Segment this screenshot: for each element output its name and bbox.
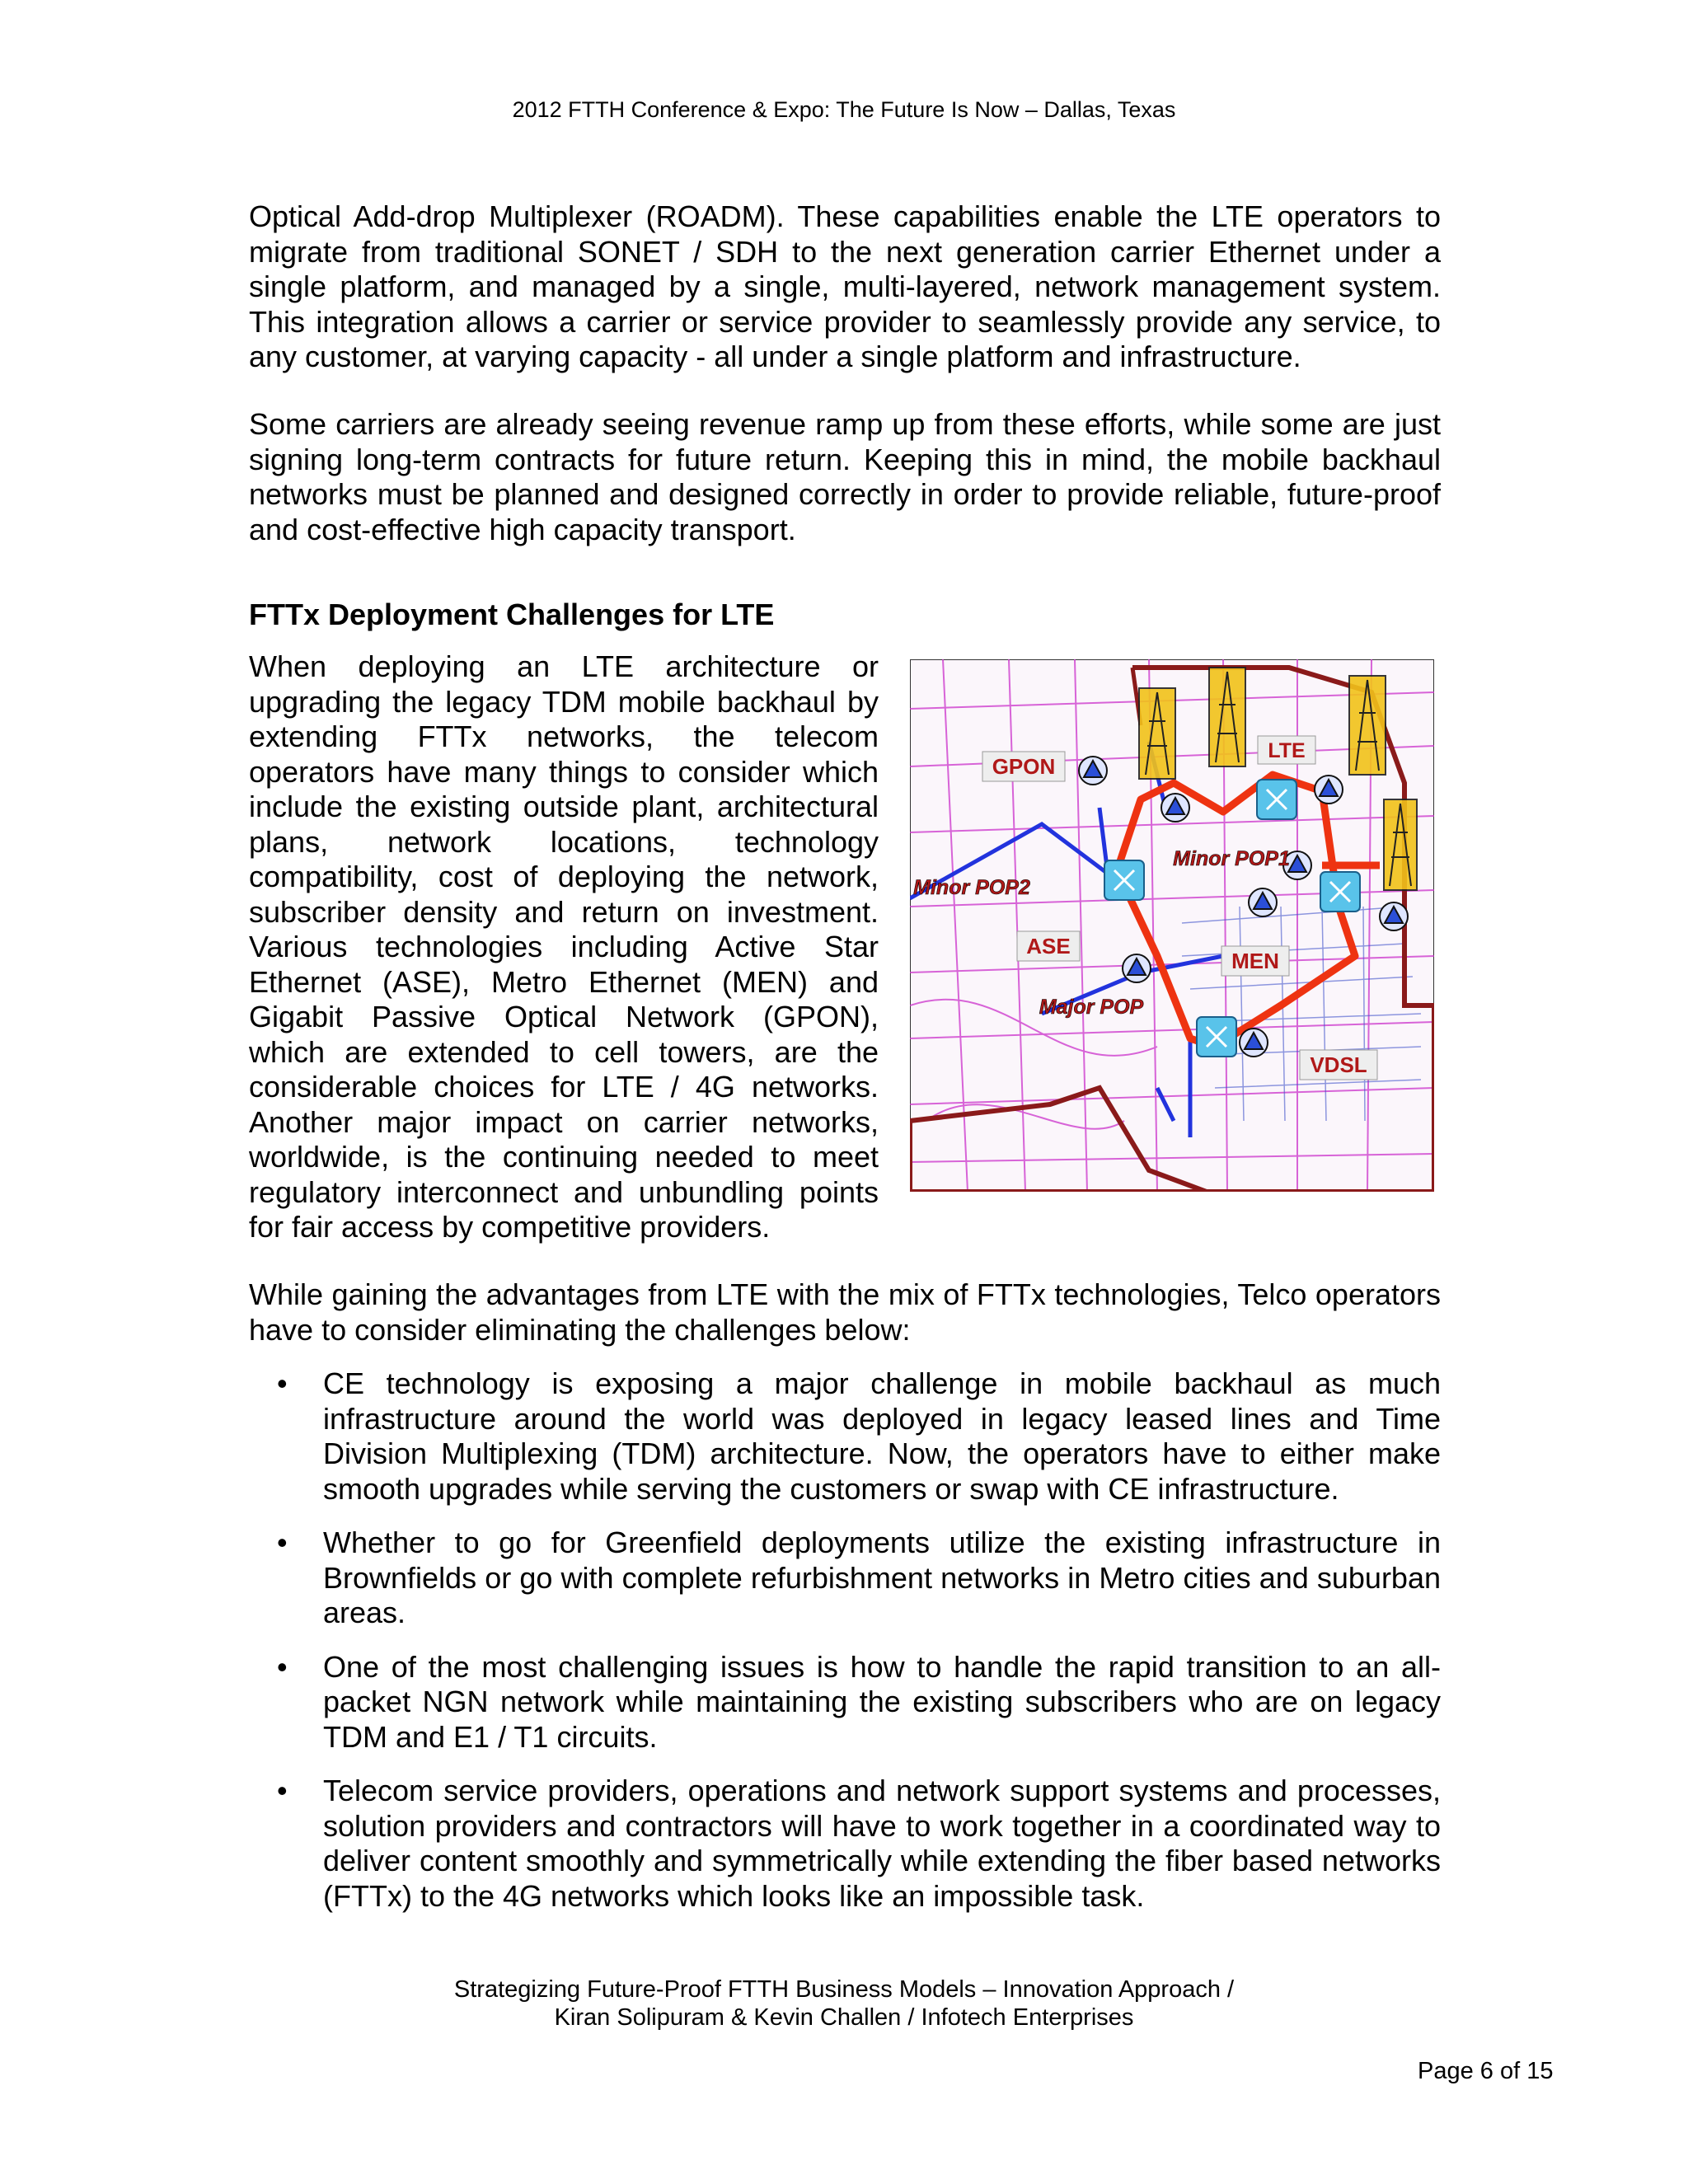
section-heading: FTTx Deployment Challenges for LTE bbox=[249, 598, 775, 631]
list-item: • Telecom service providers, operations and network support systems and processes, solution providers and contractors will have to work together in a coordinated way to deliver content smoothly and symmetrically while extending the fiber based networks (FTTx) to the 4G networks which looks like an impossible task. bbox=[277, 1774, 1441, 1913]
list-item: • One of the most challenging issues is how to handle the rapid transition to an all-packet NGN network while maintaining the existing subscribers who are on legacy TDM and E1 / T1 circuits. bbox=[277, 1649, 1441, 1754]
paragraph-carriers: Some carriers are already seeing revenue ramp up from these efforts, while some are just signing long-term contracts for future return. Keeping this in mind, the mobile backhaul networks must be planned and designed correctly in order to provide reliable, future-proof and cost-effective high capacity transport. bbox=[249, 407, 1441, 546]
map-label-minor-pop2: Minor POP2 bbox=[913, 876, 1030, 899]
bullet-icon: • bbox=[277, 1526, 288, 1559]
page-number: Page 6 of 15 bbox=[1418, 2058, 1554, 2084]
paragraph-deploying-lte: When deploying an LTE architecture or upgrading the legacy TDM mobile backhaul by extending FTTx networks, the telecom operators have many things to consider which include the existing outside plant, architectural plans, network locations, technology compatibility, cost of deploying the network, subscriber density and return on investment. Various technologies including Active Star Ethernet (ASE), Metro Ethernet (MEN) and Gigabit Passive Optical Network (GPON), which are extended to cell towers, are the considerable choices for LTE / 4G networks. Another major impact on carrier networks, worldwide, is the continuing needed to meet regulatory interconnect and unbundling points for fair access by competitive providers. bbox=[249, 649, 879, 1244]
map-label-ase: ASE bbox=[1026, 934, 1071, 958]
bullet-icon: • bbox=[277, 1366, 288, 1400]
bullet-icon: • bbox=[277, 1774, 288, 1807]
footer-title: Strategizing Future-Proof FTTH Business Models – Innovation Approach / bbox=[453, 1976, 1235, 2003]
map-label-minor-pop1: Minor POP1 bbox=[1173, 847, 1290, 870]
challenges-list bbox=[249, 1366, 1441, 1933]
map-label-vdsl: VDSL bbox=[1310, 1052, 1367, 1077]
list-item: • CE technology is exposing a major challenge in mobile backhaul as much infrastructure around the world was deployed in legacy leased lines and Time Division Multiplexing (TDM) architecture. Now, the operators have to either make smooth upgrades while serving the customers or swap with CE infrastructure. bbox=[277, 1366, 1441, 1506]
paragraph-challenges-intro: While gaining the advantages from LTE with the mix of FTTx technologies, Telco operators have to consider eliminating the challenges below: bbox=[249, 1277, 1441, 1347]
paragraph-roadm: Optical Add-drop Multiplexer (ROADM). These capabilities enable the LTE operators to migrate from traditional SONET / SDH to the next generation carrier Ethernet under a single platform, and managed by a single, multi-layered, network management system. This integration allows a carrier or service provider to seamlessly provide any service, to any customer, at varying capacity - all under a single platform and infrastructure. bbox=[249, 199, 1441, 373]
map-label-major-pop: Major POP bbox=[1039, 996, 1144, 1019]
map-label-lte: LTE bbox=[1268, 739, 1306, 762]
map-label-gpon: GPON bbox=[992, 754, 1056, 779]
list-item: • Whether to go for Greenfield deployments utilize the existing infrastructure in Brownfields or go with complete refurbishment networks in Metro cities and suburban areas. bbox=[277, 1526, 1441, 1629]
page-header: 2012 FTTH Conference & Expo: The Future Is Now – Dallas, Texas bbox=[512, 97, 1176, 122]
footer-authors: Kiran Solipuram & Kevin Challen / Infotech Enterprises bbox=[554, 2004, 1134, 2031]
network-map-figure bbox=[910, 659, 1434, 1192]
page-footer bbox=[0, 1975, 1688, 2032]
bullet-icon: • bbox=[277, 1649, 288, 1684]
map-label-men: MEN bbox=[1231, 949, 1279, 973]
